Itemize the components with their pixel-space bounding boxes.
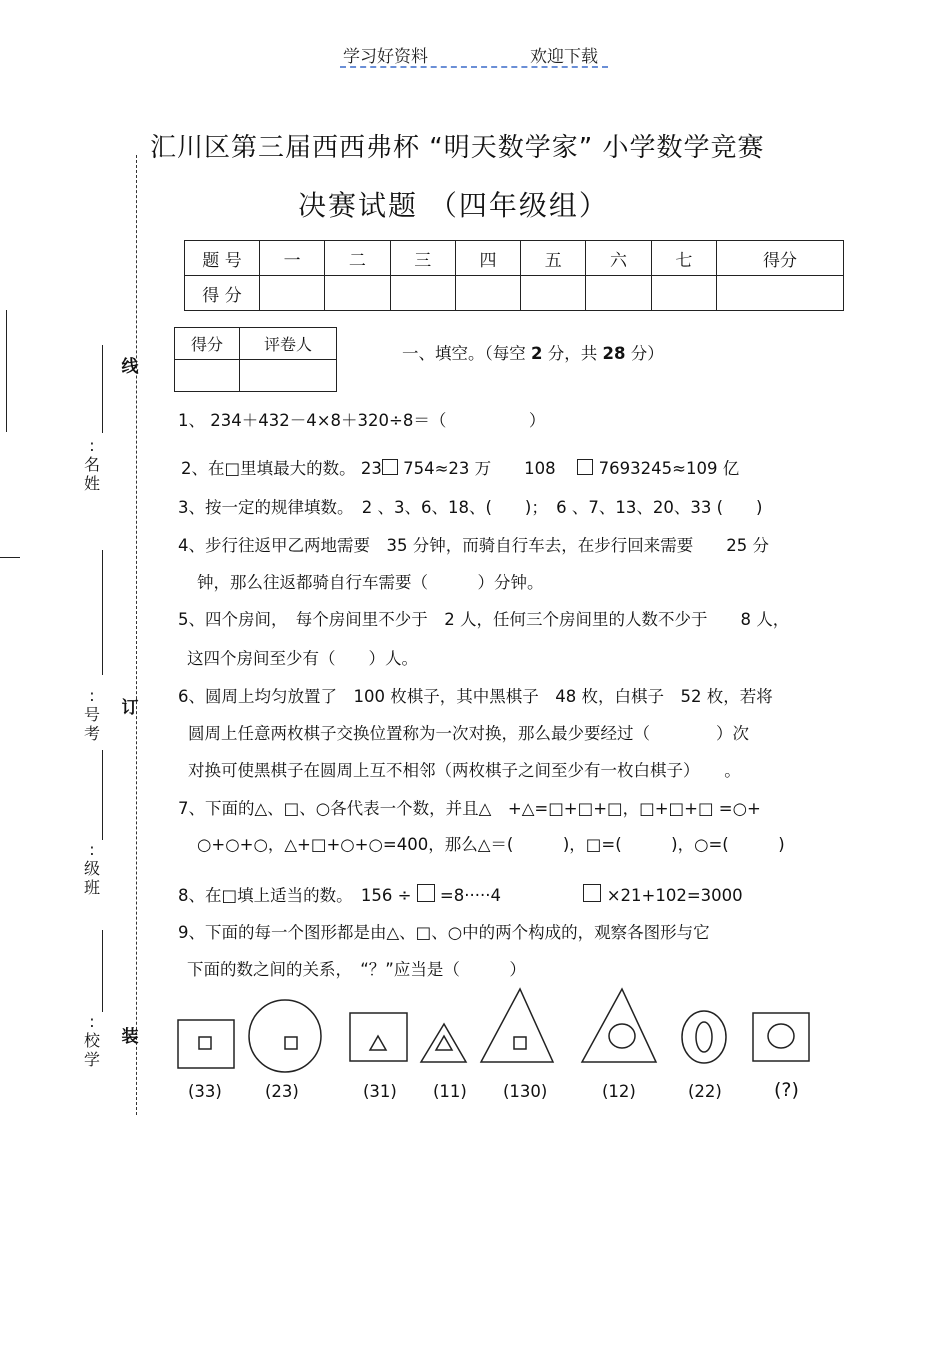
margin-label-class: :级班 — [83, 840, 100, 897]
margin-rule — [102, 750, 103, 840]
score-header-cell: 五 — [521, 241, 586, 276]
header-right: 欢迎下载 — [530, 47, 598, 67]
score-header-cell: 题 号 — [185, 241, 260, 276]
figure-label-unknown: (?) — [774, 1079, 799, 1101]
score-input-cell[interactable] — [651, 276, 716, 311]
exam-title: 汇川区第三届西西弗杯 “明天数学家” 小学数学竞赛 — [150, 133, 765, 163]
binding-mark-zhuang: 装 — [121, 1027, 139, 1047]
question-1: 1、 234＋432－4×8＋320÷8＝（ ） — [178, 411, 546, 430]
figure-3 — [350, 1013, 407, 1061]
figure-label: (23) — [265, 1082, 299, 1101]
grader-name-label: 评卷人 — [240, 328, 337, 360]
score-input-cell[interactable] — [586, 276, 651, 311]
figure-label: (130) — [503, 1082, 548, 1101]
margin-tick — [0, 557, 20, 558]
question-7-line1: 7、下面的△、□、○各代表一个数，并且△ +△=□+□+□，□+□+□ =○+ — [178, 799, 761, 818]
question-9-line1: 9、下面的每一个图形都是由△、□、○中的两个构成的，观察各图形与它 — [178, 923, 710, 942]
figure-8 — [753, 1013, 809, 1061]
figure-label: (22) — [688, 1082, 722, 1101]
answer-box[interactable] — [382, 459, 398, 475]
question-6-line2: 圆周上任意两枚棋子交换位置称为一次对换，那么最少要经过（ ）次 — [188, 724, 749, 743]
question-5-line2: 这四个房间至少有（ ）人。 — [187, 649, 418, 668]
question-6-line3: 对换可使黑棋子在圆周上互不相邻（两枚棋子之间至少有一枚白棋子） 。 — [188, 761, 741, 780]
score-header-cell: 三 — [390, 241, 455, 276]
score-input-cell[interactable] — [716, 276, 843, 311]
grader-table — [174, 327, 337, 392]
question-2: 2、在□里填最大的数。 23 754≈23 万 108 7693245≈109 亿 — [181, 459, 740, 478]
score-row-label: 得 分 — [185, 276, 260, 311]
score-header-cell: 一 — [260, 241, 325, 276]
score-header-cell: 七 — [651, 241, 716, 276]
answer-box[interactable] — [577, 459, 593, 475]
question-7-line2: ○+○+○，△+□+○+○=400，那么△＝( )，□=( )，○=( ) — [197, 835, 785, 854]
score-input-cell[interactable] — [455, 276, 520, 311]
margin-rule — [6, 310, 7, 432]
question-9-line2: 下面的数之间的关系， “？”应当是（ ） — [187, 960, 526, 979]
header-divider — [340, 66, 608, 68]
score-header-cell: 二 — [325, 241, 390, 276]
question-4-line2: 钟，那么往返都骑自行车需要（ ）分钟。 — [197, 573, 544, 592]
answer-box[interactable] — [417, 884, 435, 902]
figure-6 — [582, 989, 656, 1062]
section-heading: 一、填空。（每空 2 分，共 28 分） — [402, 344, 664, 363]
score-input-cell[interactable] — [260, 276, 325, 311]
score-header-cell: 四 — [455, 241, 520, 276]
question-4-line1: 4、步行往返甲乙两地需要 35 分钟，而骑自行车去，在步行回来需要 25 分 — [178, 536, 769, 555]
figure-5 — [481, 989, 553, 1062]
figure-7 — [682, 1011, 726, 1063]
margin-rule — [102, 930, 103, 1012]
binding-dashed-line — [136, 155, 137, 1115]
question-3: 3、按一定的规律填数。 2 、3、6、18、( )； 6 、7、13、20、33 ( ) — [178, 498, 763, 517]
grader-score-cell[interactable] — [175, 360, 240, 392]
margin-rule — [102, 345, 103, 433]
question-6-line1: 6、圆周上均匀放置了 100 枚棋子，其中黑棋子 48 枚，白棋子 52 枚，若将 — [178, 687, 773, 706]
score-header-cell: 六 — [586, 241, 651, 276]
score-input-cell[interactable] — [390, 276, 455, 311]
margin-label-exam-number: :号考 — [83, 686, 100, 743]
question-5-line1: 5、四个房间， 每个房间里不少于 2 人，任何三个房间里的人数不少于 8 人， — [178, 610, 790, 629]
figure-label: (33) — [188, 1082, 222, 1101]
header-left: 学习好资料 — [343, 47, 428, 67]
exam-subtitle: 决赛试题 （四年级组） — [298, 189, 609, 222]
score-header-cell: 得分 — [716, 241, 843, 276]
figure-label: (31) — [363, 1082, 397, 1101]
margin-rule — [102, 550, 103, 675]
margin-label-school: :校学 — [83, 1012, 100, 1069]
margin-label-name: :名姓 — [83, 436, 100, 493]
grader-name-cell[interactable] — [240, 360, 337, 392]
binding-mark-xian: 线 — [121, 357, 139, 377]
figure-1 — [178, 1020, 234, 1068]
binding-mark-ding: 订 — [121, 698, 139, 718]
figure-2 — [249, 1000, 321, 1072]
figure-label: (11) — [433, 1082, 467, 1101]
answer-box[interactable] — [583, 884, 601, 902]
score-table — [184, 240, 844, 311]
figure-label: (12) — [602, 1082, 636, 1101]
grader-score-label: 得分 — [175, 328, 240, 360]
question-8: 8、在□填上适当的数。 156 ÷ =8·····4 ×21+102=3000 — [178, 886, 743, 905]
figure-4 — [421, 1024, 466, 1062]
score-input-cell[interactable] — [521, 276, 586, 311]
score-input-cell[interactable] — [325, 276, 390, 311]
